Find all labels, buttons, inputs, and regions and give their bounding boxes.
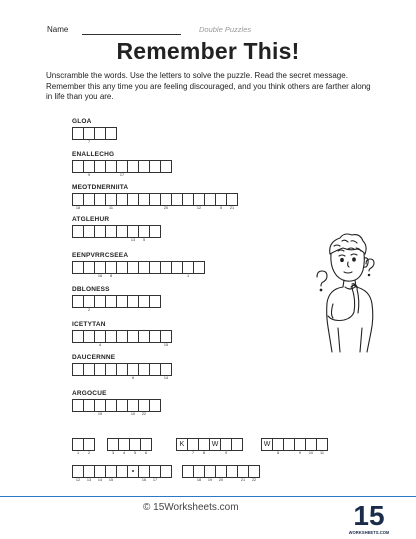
answer-boxes [72, 399, 160, 416]
answer-boxes [72, 225, 160, 242]
box-number: 3 [111, 451, 115, 455]
scrambled-word: ATGLEHUR [72, 216, 110, 223]
message-letter-box[interactable] [140, 438, 152, 455]
scrambled-word: MEOTDNERNIITA [72, 184, 129, 191]
box-number: 14 [163, 376, 169, 380]
box-number: 2 [87, 308, 91, 312]
box-number: 22 [251, 478, 257, 482]
box-number: 11 [109, 206, 113, 210]
box-number: 18 [75, 206, 81, 210]
punctuation-dot [132, 470, 134, 472]
footer-copyright[interactable]: © 15Worksheets.com [143, 502, 239, 513]
name-label: Name [47, 25, 69, 34]
box-number: 1 [76, 451, 80, 455]
box-number: 6 [131, 376, 135, 380]
box-number: 19 [97, 412, 103, 416]
message-letter-box[interactable] [231, 438, 243, 451]
box-number: 22 [141, 412, 147, 416]
letter-box[interactable] [149, 295, 161, 308]
box-number: 9 [224, 451, 228, 455]
box-number: 7 [191, 451, 195, 455]
box-number: 12 [196, 206, 202, 210]
box-number: 14 [97, 478, 103, 482]
box-number: 4 [98, 343, 102, 347]
box-number: 13 [130, 238, 136, 242]
box-number: 2 [87, 451, 91, 455]
logo-word: WORKSHEETS.COM [349, 530, 389, 535]
box-number: 20 [163, 206, 169, 210]
box-number: 1 [186, 274, 190, 278]
message-letter-box[interactable] [248, 465, 260, 482]
message-letter-box[interactable] [160, 465, 172, 478]
box-number: 18 [196, 478, 202, 482]
scrambled-word: EENPVRRCSEEA [72, 252, 129, 259]
answer-boxes [72, 261, 204, 278]
message-word-boxes [261, 438, 327, 455]
box-number: 8 [202, 451, 206, 455]
box-number: 16 [97, 274, 103, 278]
footer-divider [0, 496, 416, 497]
message-word-boxes [176, 438, 242, 455]
letter-box[interactable] [226, 193, 238, 210]
message-letter-box[interactable] [316, 438, 328, 455]
instructions-text: Unscramble the words. Use the letters to solve the puzzle. Read the secret message. Remember this any time you are feeling discouraged, and you think others are farther along in life than you are. [46, 71, 371, 102]
letter-box[interactable] [105, 127, 117, 140]
scrambled-word: GLOA [72, 118, 92, 125]
letter-box[interactable] [149, 399, 161, 412]
message-word-boxes [72, 438, 94, 455]
name-field-line[interactable] [82, 34, 181, 35]
box-number: 19 [207, 478, 213, 482]
letter-box[interactable] [193, 261, 205, 274]
answer-boxes [72, 127, 116, 144]
letter-box[interactable] [160, 330, 172, 347]
box-number: 4 [122, 451, 126, 455]
message-word-boxes [107, 438, 151, 455]
box-number: 16 [141, 478, 147, 482]
page-title: Remember This! [116, 38, 300, 64]
box-number: 15 [108, 478, 114, 482]
scrambled-word: ENALLECHG [72, 151, 115, 158]
box-number: 21 [229, 206, 235, 210]
box-number: 5 [133, 451, 137, 455]
box-number: 8 [276, 451, 280, 455]
message-word-boxes [72, 465, 171, 482]
box-number: 10 [130, 412, 136, 416]
given-letter: W [263, 441, 271, 448]
logo-number: 15 [353, 500, 385, 531]
answer-boxes [72, 363, 171, 380]
scrambled-word: DBLONESS [72, 286, 110, 293]
worksheets-logo[interactable] [349, 499, 389, 537]
letter-box[interactable] [149, 225, 161, 238]
answer-boxes [72, 295, 160, 312]
scrambled-word: ARGOCUE [72, 390, 107, 397]
scrambled-word: DAUCERNNE [72, 354, 116, 361]
box-number: 21 [240, 478, 246, 482]
box-number: 11 [320, 451, 324, 455]
given-letter: W [211, 441, 219, 448]
worksheet-subtitle: Double Puzzles [199, 25, 252, 34]
box-number: 10 [308, 451, 314, 455]
box-number: 9 [87, 173, 91, 177]
box-number: 13 [86, 478, 92, 482]
letter-box[interactable] [160, 363, 172, 380]
box-number: 20 [218, 478, 224, 482]
letter-box[interactable] [160, 160, 172, 173]
message-letter-box[interactable] [83, 438, 95, 455]
box-number: 5 [219, 206, 223, 210]
box-number: 12 [75, 478, 81, 482]
box-number: 15 [163, 343, 169, 347]
scrambled-word: ICETYTAN [72, 321, 106, 328]
box-number: 5 [142, 238, 146, 242]
thinking-boy-illustration [308, 232, 382, 354]
answer-boxes [72, 160, 171, 177]
given-letter: K [179, 441, 185, 448]
box-number: 17 [152, 478, 158, 482]
answer-boxes [72, 330, 171, 347]
box-number: 7 [87, 140, 91, 144]
box-number: 9 [298, 451, 302, 455]
box-number: 8 [109, 274, 113, 278]
message-word-boxes [182, 465, 259, 482]
answer-boxes [72, 193, 237, 210]
box-number: 17 [119, 173, 125, 177]
box-number: 6 [144, 451, 148, 455]
